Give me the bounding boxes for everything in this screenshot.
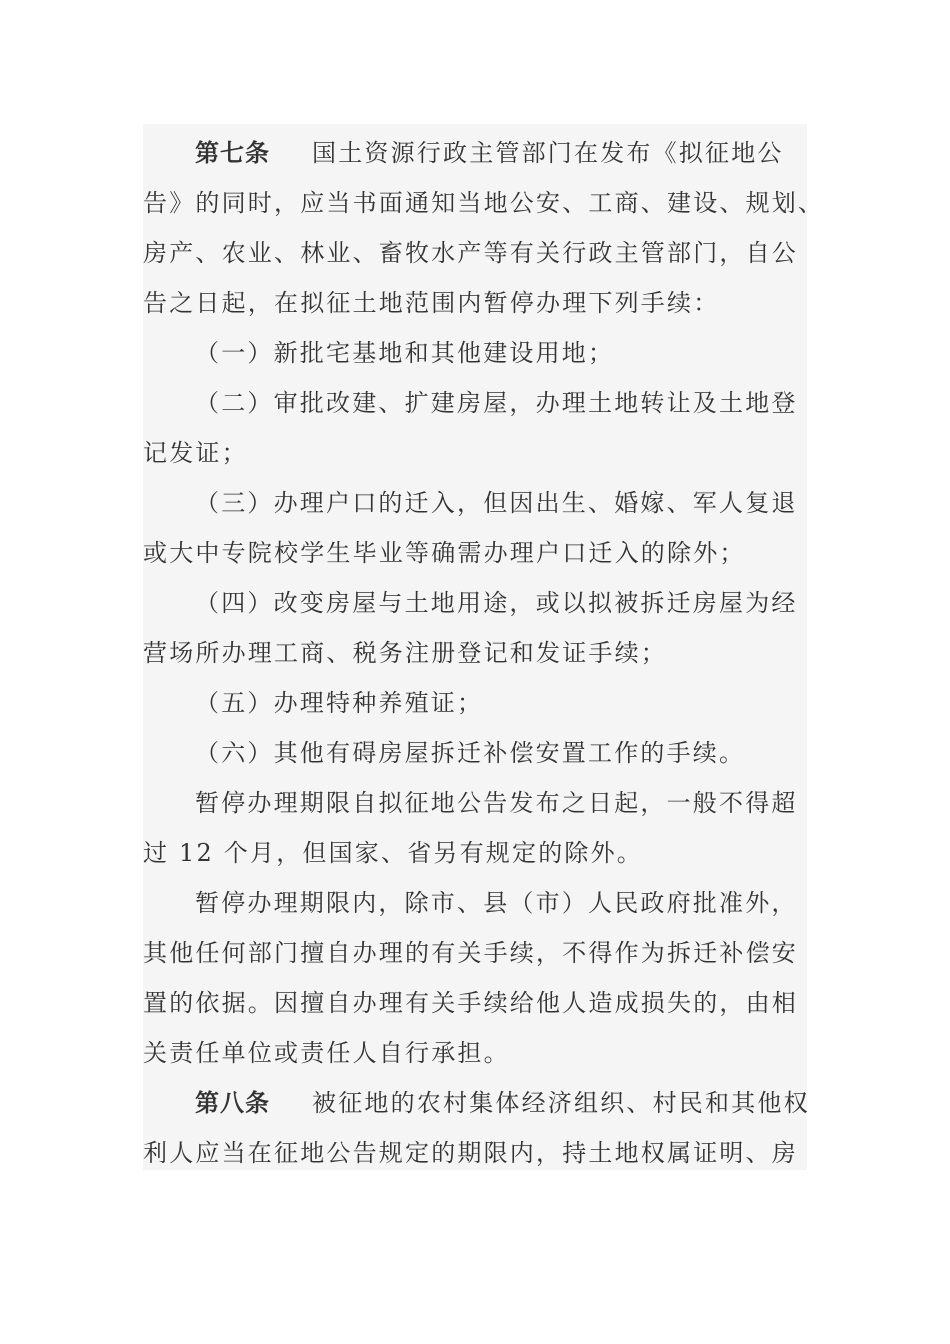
article-7-number: 第七条	[195, 139, 270, 167]
article-7-line-1	[143, 128, 807, 178]
list-item-2-line-1: （二）审批改建、扩建房屋，办理土地转让及土地登	[195, 389, 798, 417]
paragraph-2-line-2: 其他任何部门擅自办理的有关手续，不得作为拆迁补偿安	[143, 939, 798, 967]
article-7-line-2: 告》的同时，应当书面通知当地公安、工商、建设、规划、	[143, 189, 825, 217]
list-item-2-line-2: 记发证；	[143, 439, 248, 467]
paragraph-2-line-3: 置的依据。因擅自办理有关手续给他人造成损失的，由相	[143, 989, 798, 1017]
list-item-5	[143, 678, 807, 728]
list-item-2	[143, 378, 807, 478]
paragraph-2	[143, 878, 807, 1078]
list-item-6-line-1: （六）其他有碍房屋拆迁补偿安置工作的手续。	[195, 739, 746, 767]
paragraph-1-line-1: 暂停办理期限自拟征地公告发布之日起，一般不得超	[195, 789, 798, 817]
article-8-text-1: 被征地的农村集体经济组织、村民和其他权	[312, 1089, 810, 1117]
article-8-number: 第八条	[195, 1089, 270, 1117]
paragraph-1-line-2: 过 12 个月，但国家、省另有规定的除外。	[143, 839, 643, 867]
article-7	[143, 128, 825, 328]
list-item-4-line-1: （四）改变房屋与土地用途，或以拟被拆迁房屋为经	[195, 589, 798, 617]
list-item-6	[143, 728, 807, 778]
article-8-line-1	[143, 1078, 810, 1128]
article-7-line-4: 告之日起，在拟征土地范围内暂停办理下列手续：	[143, 289, 720, 317]
list-item-1	[143, 328, 807, 378]
list-item-3-line-1: （三）办理户口的迁入，但因出生、婚嫁、军人复退	[195, 489, 798, 517]
list-item-4	[143, 578, 807, 678]
paragraph-2-line-4: 关责任单位或责任人自行承担。	[143, 1039, 510, 1067]
list-item-1-line-1: （一）新批宅基地和其他建设用地；	[195, 339, 615, 367]
article-8	[143, 1078, 810, 1178]
list-item-5-line-1: （五）办理特种养殖证；	[195, 689, 484, 717]
list-item-4-line-2: 营场所办理工商、税务注册登记和发证手续；	[143, 639, 667, 667]
paragraph-2-line-1: 暂停办理期限内，除市、县（市）人民政府批准外，	[195, 889, 798, 917]
list-item-3-line-2: 或大中专院校学生毕业等确需办理户口迁入的除外；	[143, 539, 746, 567]
list-item-3	[143, 478, 807, 578]
paragraph-1	[143, 778, 807, 878]
article-7-line-3: 房产、农业、林业、畜牧水产等有关行政主管部门，自公	[143, 239, 798, 267]
article-7-text-1: 国土资源行政主管部门在发布《拟征地公	[312, 139, 784, 167]
document-body	[143, 124, 825, 1170]
article-8-line-2: 利人应当在征地公告规定的期限内，持土地权属证明、房	[143, 1139, 798, 1167]
